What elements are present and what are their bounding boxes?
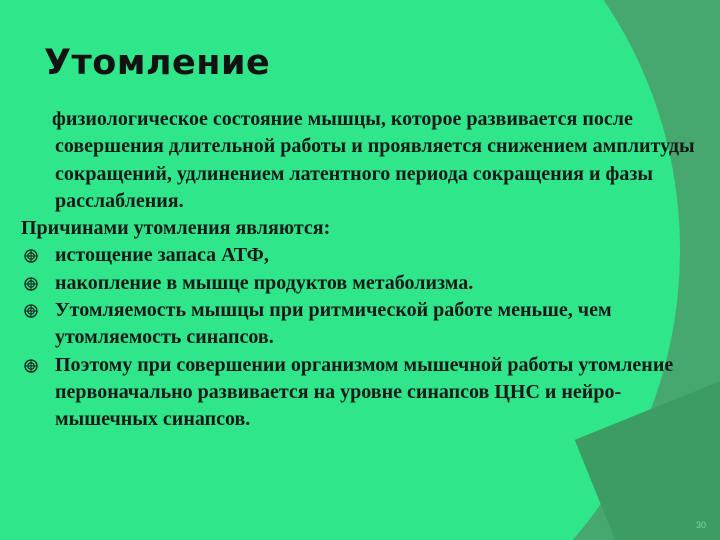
- page-number: 30: [695, 520, 706, 530]
- target-bullet-icon: [24, 304, 38, 318]
- slide-title: Утомление: [44, 43, 271, 83]
- list-item: [21, 352, 701, 434]
- causes-list: [21, 242, 701, 433]
- slide-content: [21, 106, 701, 434]
- list-item: [21, 270, 701, 297]
- bullet-text: накопление в мышце продуктов метаболизма.: [55, 271, 474, 294]
- definition-text: физиологическое состояние мышцы, которое развивается после совершения длительной работы и проявляется снижением амплитуды сокращений, удлинением латентного периода сокращения и фазы расслабления.: [52, 108, 695, 212]
- bullet-text: истощение запаса АТФ,: [55, 244, 269, 267]
- target-bullet-icon: [24, 277, 38, 291]
- target-bullet-icon: [24, 249, 38, 263]
- list-item: [21, 297, 701, 352]
- target-bullet-icon: [24, 359, 38, 373]
- bullet-text: Утомляемость мышцы при ритмической работе меньше, чем утомляемость синапсов.: [55, 299, 612, 349]
- list-item: [21, 242, 701, 269]
- causes-heading: Причинами утомления являются:: [21, 217, 331, 240]
- bullet-text: Поэтому при совершении организмом мышечной работы утомление первоначально развивается на уровне синапсов ЦНС и нейро-мышечных синапсов.: [55, 353, 674, 431]
